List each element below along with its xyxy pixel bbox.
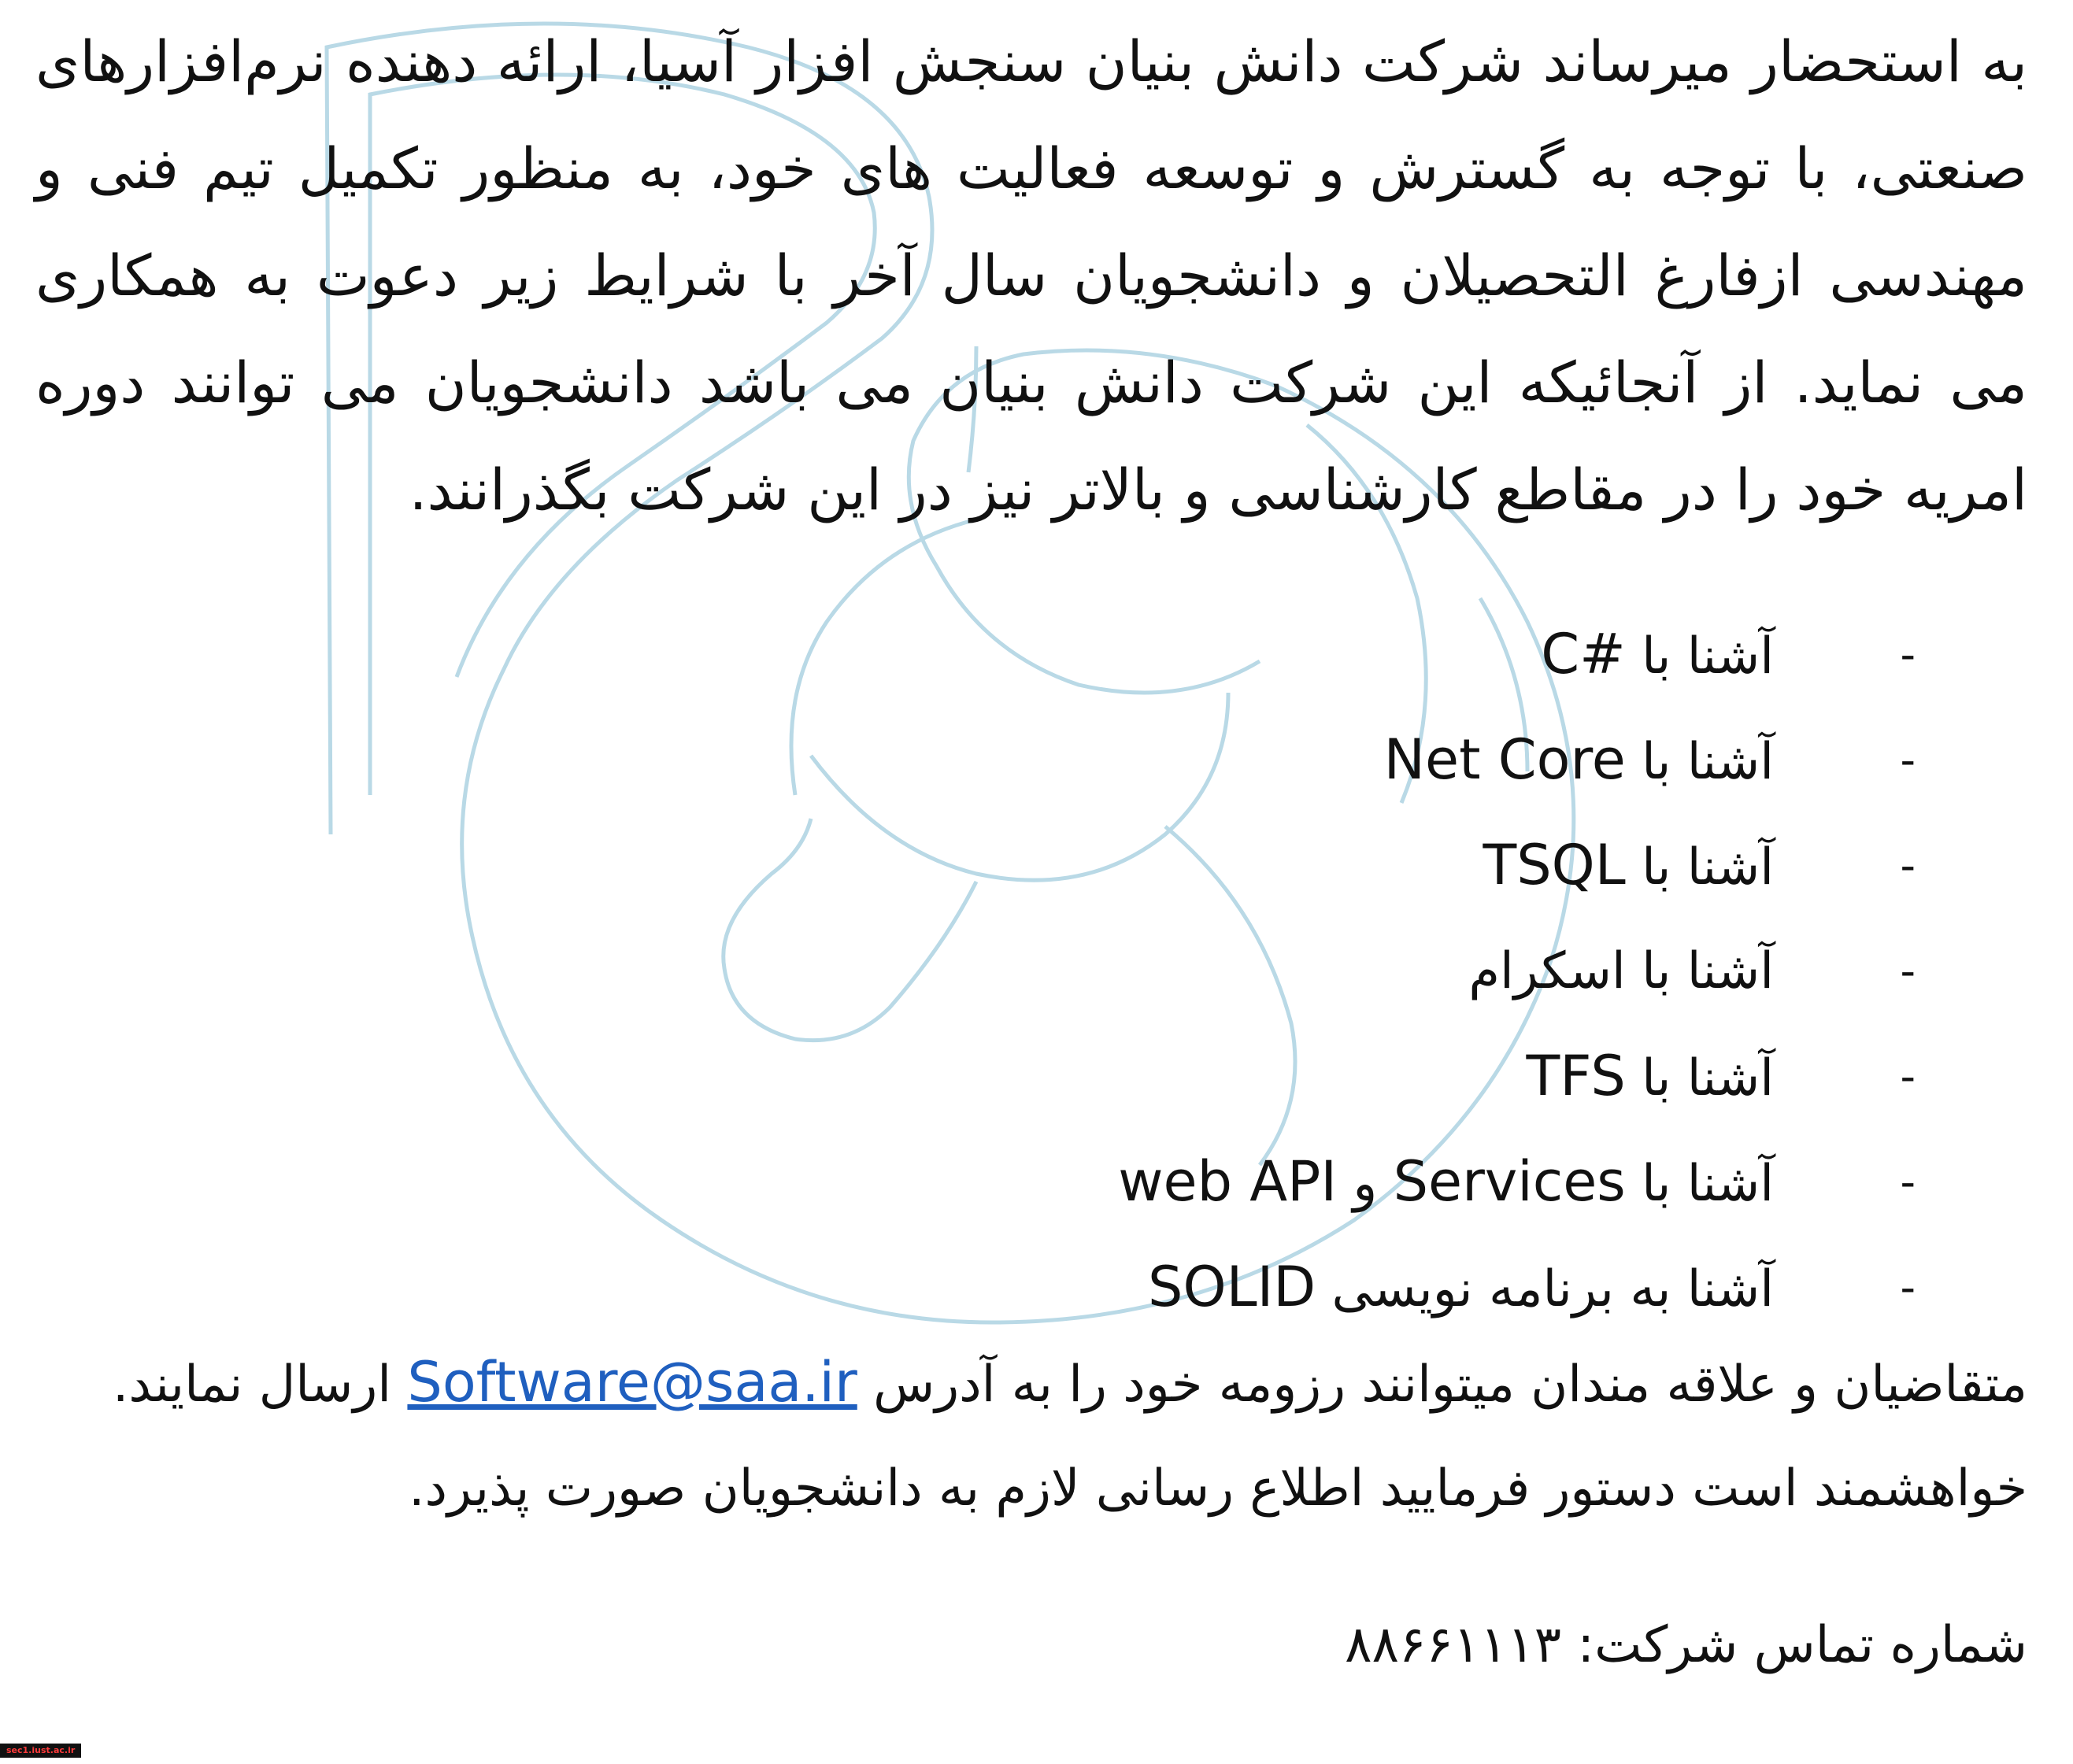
corner-site-tag: sec1.iust.ac.ir [0, 1744, 81, 1758]
requirement-text: آشنا با TSQL [1483, 832, 1774, 897]
bullet-dash: - [1900, 841, 1916, 890]
list-item [183, 708, 1916, 813]
list-item [183, 1024, 1916, 1130]
bullet-dash: - [1900, 735, 1916, 785]
contact-label: شماره تماس شرکت: [1577, 1616, 2027, 1674]
closing-before-email: متقاضیان و علاقه مندان میتوانند رزومه خود را به آدرس [873, 1355, 2027, 1414]
list-item [183, 1130, 1916, 1235]
requirement-text: آشنا با TFS [1526, 1043, 1774, 1108]
intro-paragraph: به استحضار میرساند شرکت دانش بنیان سنجش افزار آسیا، ارائه دهنده نرم‌افزارهای صنعتی، با توجه به گسترش و توسعه فعالیت های خود، به منظور تکمیل تیم فنی و مهندسی ازفارغ التحصیلان و دانشجویان سال آخر با شرایط زیر دعوت به همکاری می نماید. از آنجائیکه این شرکت دانش بنیان می باشد دانشجویان می توانند دوره امریه خود را در مقاطع کارشناسی و بالاتر نیز در این شرکت بگذرانند. [35, 28, 2027, 523]
list-item [183, 919, 1916, 1024]
requirement-text: آشنا با Net Core [1383, 727, 1774, 792]
bullet-dash: - [1900, 1263, 1916, 1312]
requirement-text: آشنا با اسکرام [1468, 942, 1774, 1000]
list-item [183, 813, 1916, 919]
closing-paragraph [35, 1330, 2027, 1540]
bullet-dash: - [1900, 1157, 1916, 1207]
closing-second-line: خواهشمند است دستور فرمایید اطلاع رسانی لازم به دانشجویان صورت پذیرد. [409, 1459, 2027, 1518]
requirement-text: آشنا به برنامه نویسی SOLID [1148, 1254, 1774, 1319]
requirement-text: آشنا با C# [1541, 621, 1774, 686]
list-item [183, 602, 1916, 708]
list-item [183, 1235, 1916, 1341]
bullet-dash: - [1900, 630, 1916, 679]
requirement-text: آشنا با Services و web API [1118, 1148, 1774, 1214]
contact-phone [1345, 1606, 2027, 1684]
contact-number: ۸۸۶۶۱۱۱۳ [1345, 1616, 1562, 1674]
requirements-list [183, 602, 1916, 1341]
bullet-dash: - [1900, 946, 1916, 996]
closing-after-email: ارسال نمایند. [113, 1355, 392, 1414]
email-link[interactable]: Software@saa.ir [407, 1350, 857, 1415]
bullet-dash: - [1900, 1052, 1916, 1101]
